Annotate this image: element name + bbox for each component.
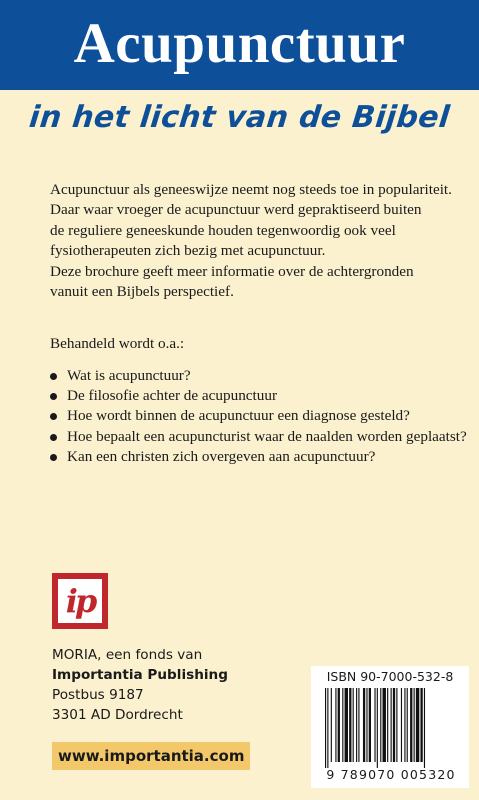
barcode-bar (414, 688, 415, 762)
barcode-bar (387, 688, 388, 762)
barcode-bars (325, 688, 465, 768)
description-line: vanuit een Bijbels perspectief. (50, 283, 234, 301)
barcode-bar (377, 688, 378, 768)
barcode-bar (420, 688, 422, 762)
description-line: fysiotherapeuten zich bezig met acupunctuur. (50, 242, 326, 260)
barcode-bar (401, 688, 402, 762)
barcode-bar (416, 688, 419, 762)
barcode-bar (383, 688, 386, 762)
barcode-bar (407, 688, 408, 762)
isbn-number: ISBN 90-7000-532-8 (326, 669, 454, 684)
book-subtitle: in het licht van de Bijbel (27, 100, 452, 135)
barcode-bar (396, 688, 397, 762)
description-line: de reguliere geneeskunde houden tegenwoordig ook veel (50, 221, 396, 239)
barcode-bar (366, 688, 367, 762)
list-item: De filosofie achter de acupunctuur (50, 386, 470, 406)
description-text (50, 180, 470, 302)
publisher-line: Postbus 9187 (52, 687, 144, 703)
barcode-bar (374, 688, 375, 762)
barcode-bar (363, 688, 365, 762)
barcode-bar (342, 688, 343, 762)
barcode-bar (325, 688, 326, 768)
barcode-bar (345, 688, 348, 762)
barcode-bar (338, 688, 340, 762)
publisher-line: 3301 AD Dordrecht (52, 707, 183, 723)
barcode-bar (331, 688, 332, 762)
barcode-bar (335, 688, 336, 762)
ean-number: 9 789070 005320 (326, 767, 456, 782)
list-item: Kan een christen zich overgeven aan acupunctuur? (50, 447, 470, 467)
barcode-bar (327, 688, 328, 768)
description-line: Acupunctuur als geneeswijze neemt nog steeds toe in populariteit. (50, 181, 452, 198)
barcode-bar (356, 688, 357, 762)
publisher-logo (52, 573, 108, 629)
barcode-bar (424, 688, 425, 768)
barcode-bar (393, 688, 395, 762)
list-item: Wat is acupunctuur? (50, 366, 470, 386)
website-link[interactable]: www.importantia.com (52, 742, 250, 770)
barcode-bar (410, 688, 412, 762)
barcode-bar (391, 688, 392, 762)
barcode-bar (353, 688, 354, 762)
barcode (311, 666, 469, 788)
publisher-name: Importantia Publishing (52, 667, 228, 683)
barcode-bar (404, 688, 405, 762)
barcode-bar (349, 688, 351, 762)
barcode-bar (380, 688, 381, 762)
topics-list (50, 366, 470, 467)
list-item: Hoe bepaalt een acupuncturist waar de naalden worden geplaatst? (50, 427, 470, 447)
topics-heading: Behandeld wordt o.a.: (50, 335, 185, 352)
list-item: Hoe wordt binnen de acupunctuur een diagnose gesteld? (50, 406, 470, 426)
description-line: Deze brochure geeft meer informatie over de achtergronden (50, 262, 414, 280)
book-title: Acupunctuur (73, 11, 406, 75)
header-band (0, 0, 479, 90)
barcode-bar (358, 688, 359, 762)
logo-mark: ip (58, 579, 102, 623)
barcode-bar (369, 688, 371, 762)
publisher-address (52, 645, 292, 725)
description-line: Daar waar vroeger de acupunctuur werd gepraktiseerd buiten (50, 201, 422, 219)
publisher-line: MORIA, een fonds van (52, 647, 203, 663)
